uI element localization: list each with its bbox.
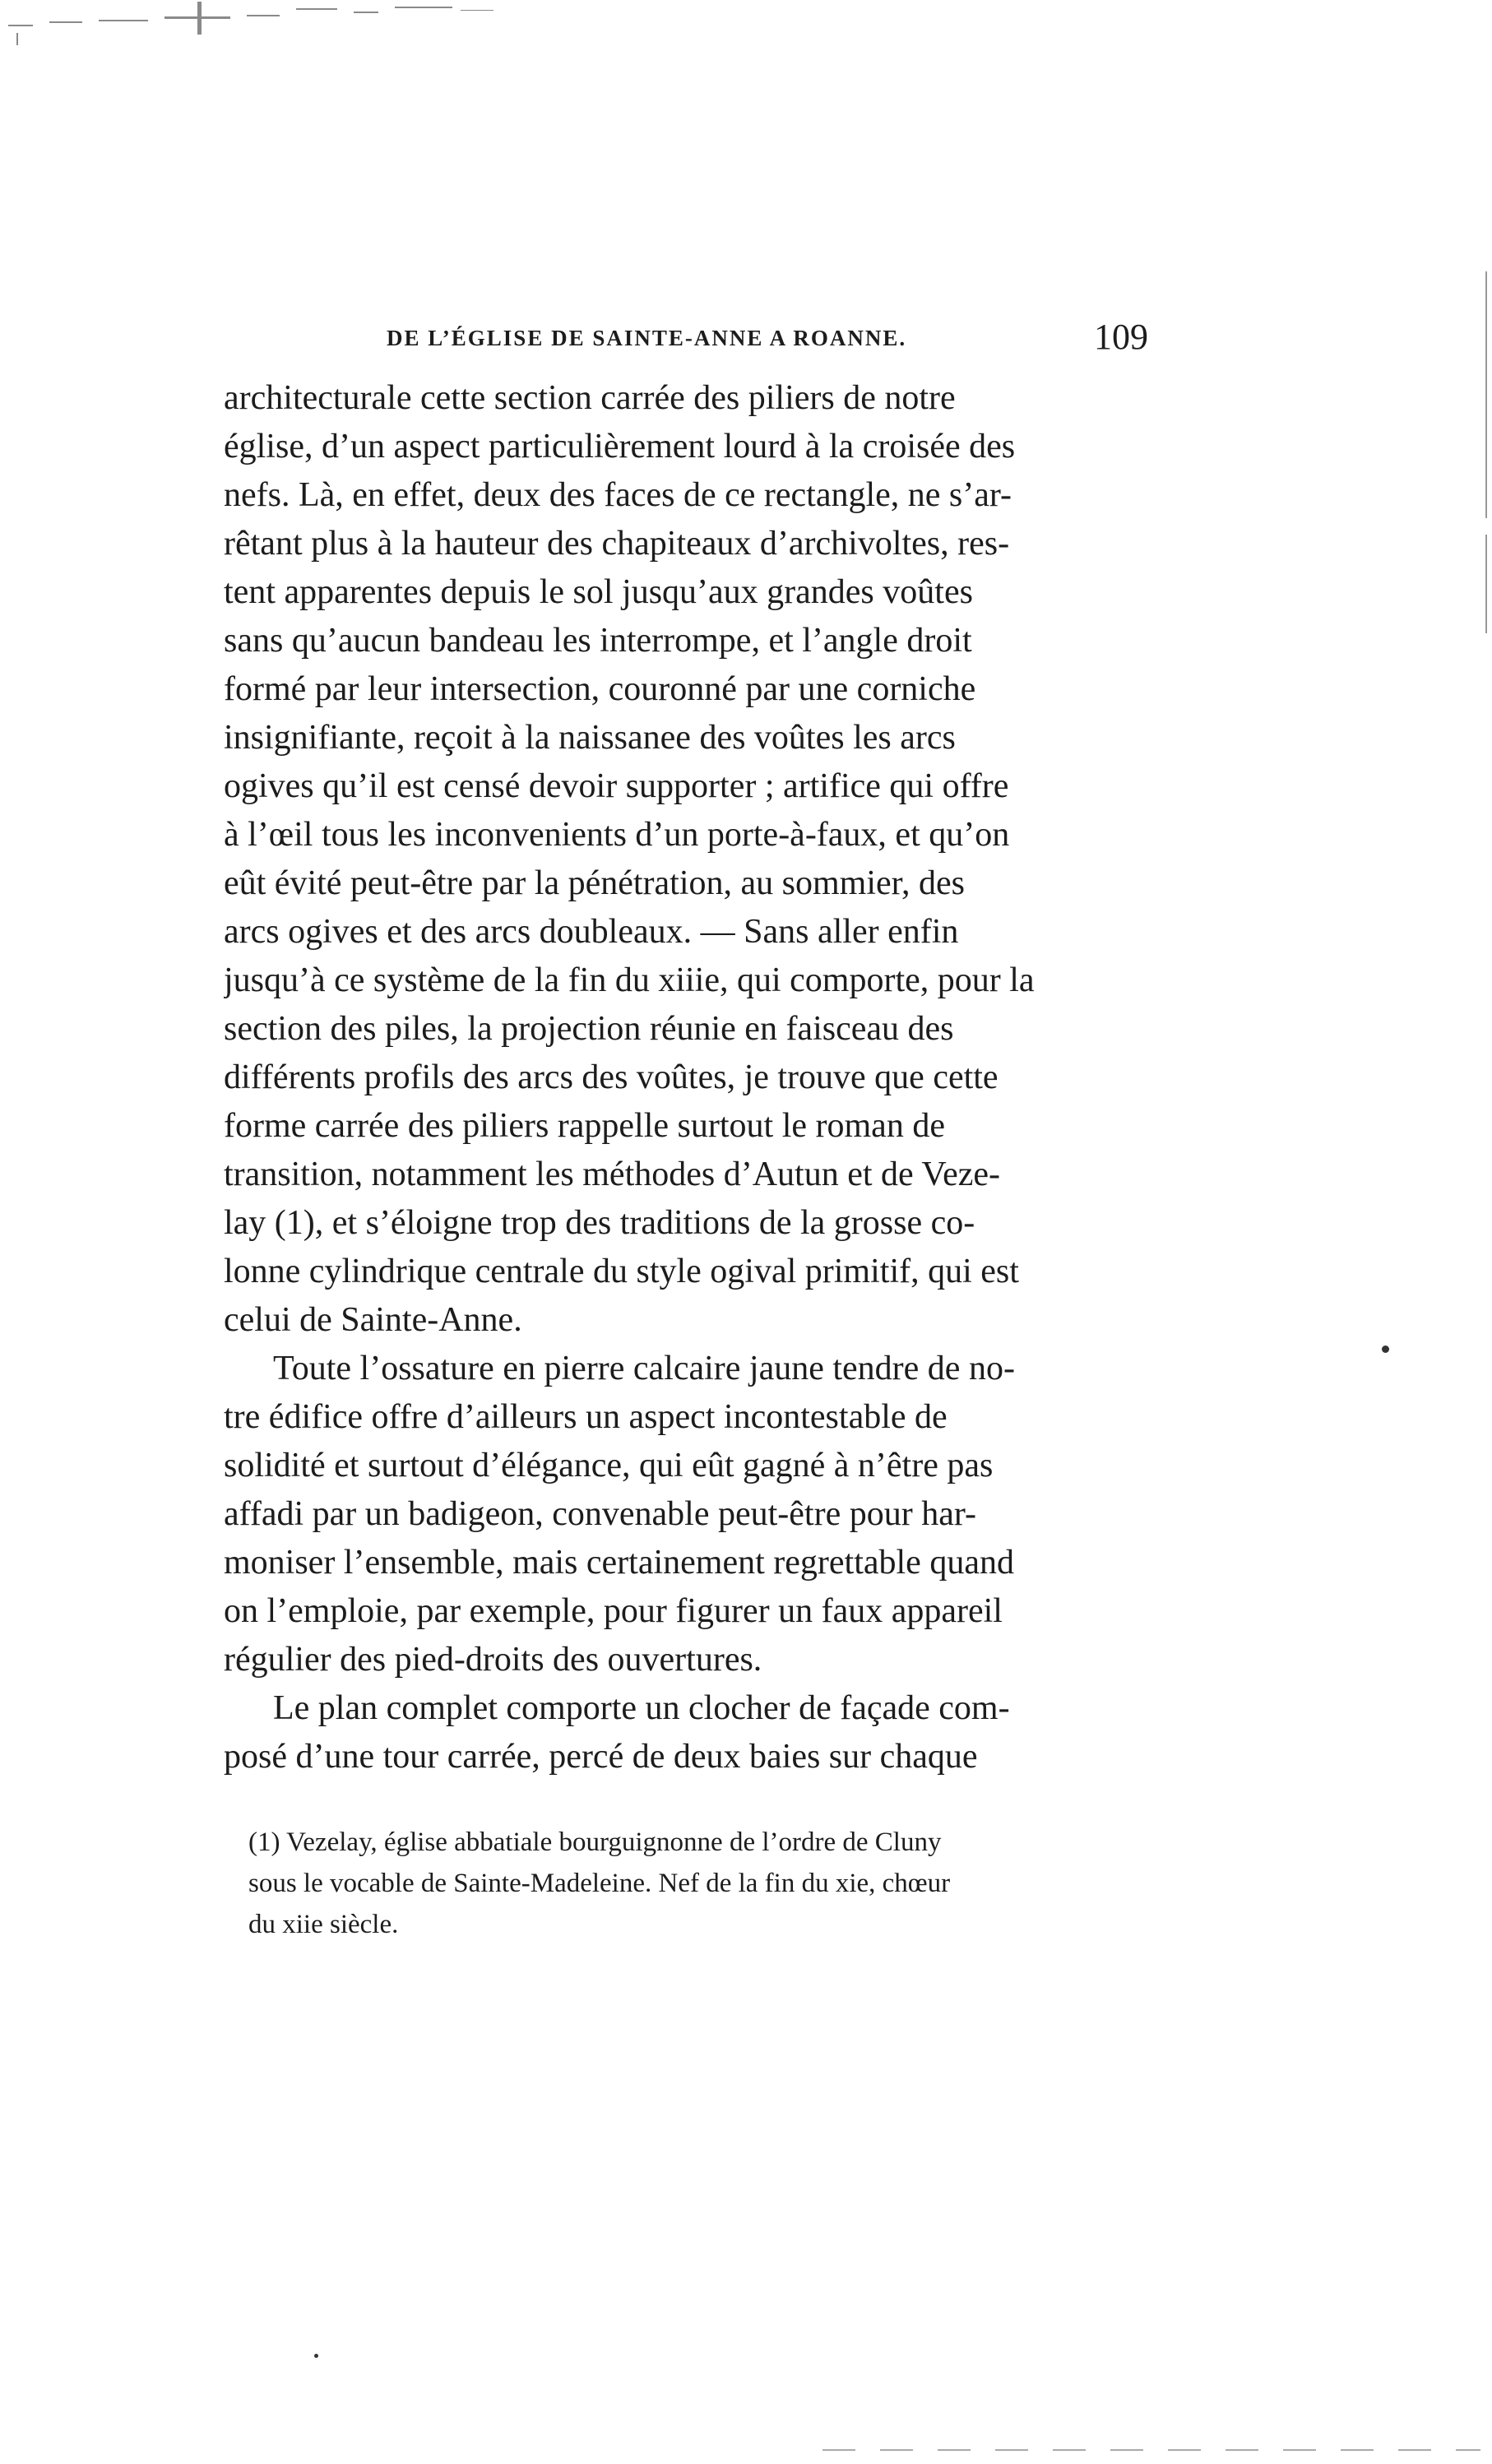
text-line: moniser l’ensemble, mais certainement regrettable quand bbox=[224, 1544, 1014, 1582]
text-line: forme carrée des piliers rappelle surtout le roman de bbox=[224, 1107, 945, 1145]
running-title: DE L’ÉGLISE DE SAINTE-ANNE A ROANNE. bbox=[387, 326, 907, 350]
text-line: ogives qu’il est censé devoir supporter ; artifice qui offre bbox=[224, 767, 1009, 805]
stray-ink-dot bbox=[1382, 1345, 1389, 1353]
footnote-line: du xiie siècle. bbox=[248, 1910, 399, 1939]
text-line: insignifiante, reçoit à la naissanee des voûtes les arcs bbox=[224, 719, 956, 757]
text-line: lonne cylindrique centrale du style ogival primitif, qui est bbox=[224, 1253, 1019, 1290]
text-line: jusqu’à ce système de la fin du xiiie, qui comporte, pour la bbox=[224, 961, 1035, 999]
scan-edge-line bbox=[1485, 535, 1487, 633]
text-line: solidité et surtout d’élégance, qui eût gagné à n’être pas bbox=[224, 1447, 994, 1484]
text-line: différents profils des arcs des voûtes, je trouve que cette bbox=[224, 1058, 999, 1096]
footnote-line: (1) Vezelay, église abbatiale bourguignonne de l’ordre de Cluny bbox=[248, 1827, 942, 1857]
text-line: celui de Sainte-Anne. bbox=[224, 1301, 522, 1339]
text-line: on l’emploie, par exemple, pour figurer un faux appareil bbox=[224, 1592, 1003, 1630]
text-line: rêtant plus à la hauteur des chapiteaux d’archivoltes, res- bbox=[224, 525, 1010, 563]
text-line: architecturale cette section carrée des piliers de notre bbox=[224, 379, 956, 417]
text-line: formé par leur intersection, couronné par une corniche bbox=[224, 670, 976, 708]
text-line: Toute l’ossature en pierre calcaire jaune tendre de no- bbox=[273, 1350, 1015, 1387]
text-line: nefs. Là, en effet, deux des faces de ce rectangle, ne s’ar- bbox=[224, 476, 1012, 514]
body-text bbox=[224, 374, 1128, 1781]
scan-edge-line bbox=[1485, 271, 1487, 518]
footnote bbox=[248, 1822, 1137, 1953]
page-number: 109 bbox=[1094, 317, 1148, 357]
text-line: régulier des pied-droits des ouvertures. bbox=[224, 1641, 762, 1679]
text-line: église, d’un aspect particulièrement lourd à la croisée des bbox=[224, 428, 1016, 465]
text-line: Le plan complet comporte un clocher de façade com- bbox=[273, 1689, 1010, 1727]
text-line: à l’œil tous les inconvenients d’un porte-à-faux, et qu’on bbox=[224, 816, 1010, 854]
text-line: affadi par un badigeon, convenable peut-être pour har- bbox=[224, 1495, 976, 1533]
scan-speckle bbox=[0, 0, 510, 49]
text-line: tre édifice offre d’ailleurs un aspect incontestable de bbox=[224, 1398, 948, 1436]
text-line: posé d’une tour carrée, percé de deux baies sur chaque bbox=[224, 1738, 978, 1776]
text-line: arcs ogives et des arcs doubleaux. — Sans aller enfin bbox=[224, 913, 959, 951]
text-line: lay (1), et s’éloigne trop des traditions de la grosse co- bbox=[224, 1204, 975, 1242]
text-line: sans qu’aucun bandeau les interrompe, et l’angle droit bbox=[224, 622, 972, 660]
text-line: eût évité peut-être par la pénétration, au sommier, des bbox=[224, 864, 965, 902]
text-line: tent apparentes depuis le sol jusqu’aux grandes voûtes bbox=[224, 573, 973, 611]
running-head bbox=[222, 317, 1148, 370]
text-line: section des piles, la projection réunie en faisceau des bbox=[224, 1010, 954, 1048]
scan-bottom-marks bbox=[822, 2449, 1480, 2451]
text-line: transition, notamment les méthodes d’Autun et de Veze- bbox=[224, 1156, 1000, 1193]
footnote-line: sous le vocable de Sainte-Madeleine. Nef de la fin du xie, chœur bbox=[248, 1869, 951, 1898]
stray-ink-dot bbox=[314, 2354, 318, 2358]
